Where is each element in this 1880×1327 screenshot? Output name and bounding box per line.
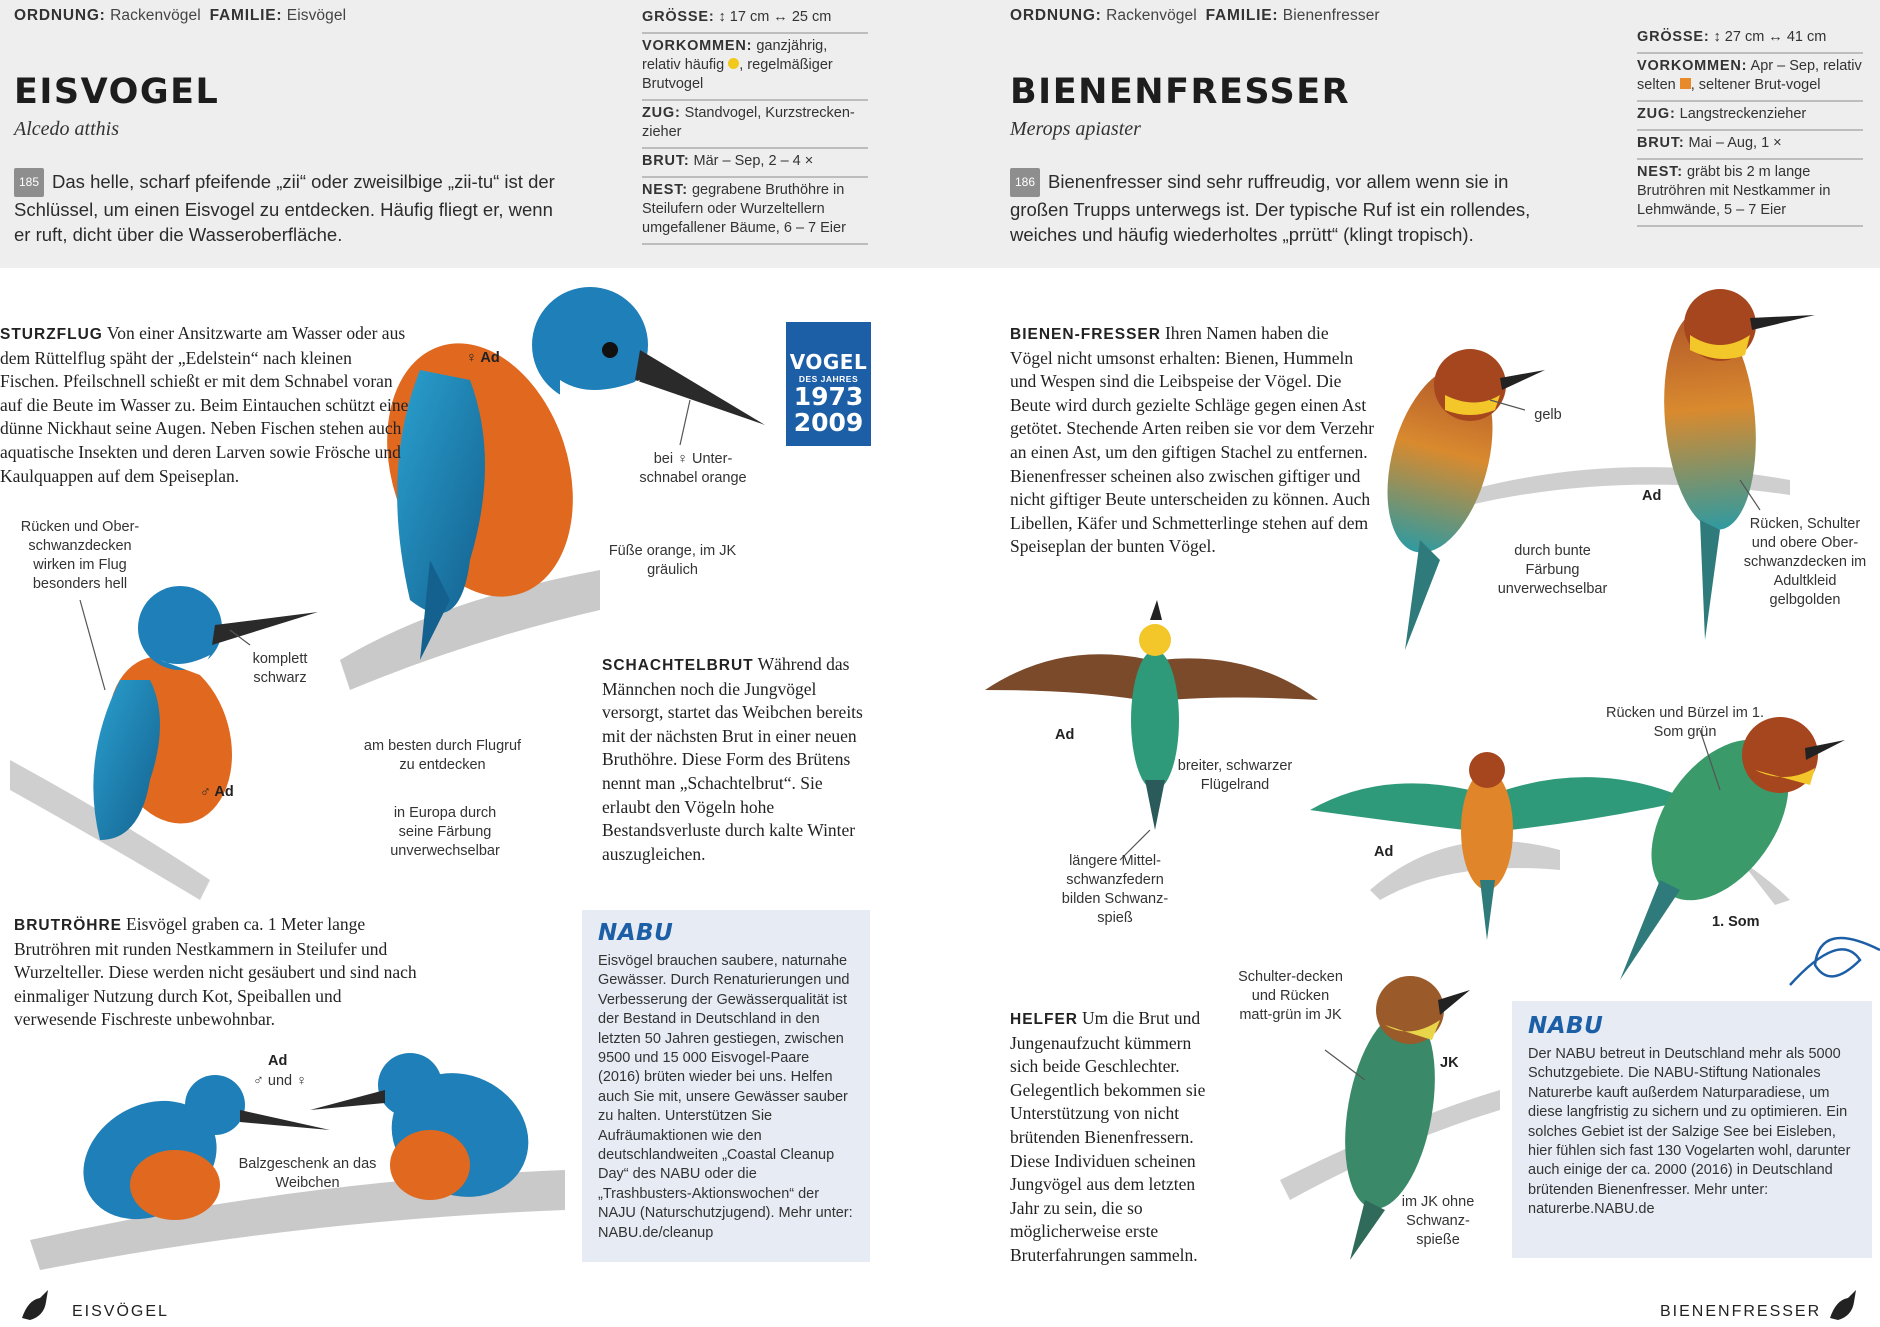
nabu-info-box-right [1512, 1001, 1872, 1258]
arrow-icon [1790, 938, 1880, 985]
latin-name: Merops apiaster [1010, 118, 1141, 140]
bee-eater-spread-illustration [1310, 752, 1690, 940]
helfer-heading: HELFER [1010, 1011, 1078, 1028]
schachtelbrut-heading: SCHACHTELBRUT [602, 657, 754, 674]
footer-right: BIENENFRESSER [1660, 1303, 1822, 1320]
species-title: BIENENFRESSER [1010, 72, 1351, 112]
label-beak: bei ♀ Unter-schnabel orange [639, 451, 747, 486]
label-jk-tail: im JK ohne Schwanz-spieße [1401, 1194, 1475, 1248]
nabu-logo: NABU [598, 920, 674, 946]
bird-of-the-year-badge [786, 322, 871, 446]
fact-migration: ZUG: Langstreckenzieher [1637, 102, 1863, 131]
sturzflug-text: Von einer Ansitzwarte am Wasser oder aus dem Rüttelflug späht der „Edelstein“ nach kleinen Fischen. Pfeilschnell schießt er mit dem Schnabel voran auf die Beute im Wasser zu. Beim Eintauchen schützt eine dünne Nickhaut seine Augen. Neben Fischen stehen auch aquatische Insekten und deren Larven sowie Frösche und Kaulquappen auf dem Speiseplan. [0, 323, 409, 486]
fact-occurrence: VORKOMMEN: ganzjährig, relativ häufig , regelmäßiger Brutvogel [642, 34, 868, 101]
call-description [14, 168, 559, 247]
species-title: EISVOGEL [14, 72, 220, 112]
label-jk: JK [1440, 1055, 1459, 1071]
label-ad-spread: Ad [1374, 844, 1394, 860]
family-label: FAMILIE: [1205, 7, 1279, 24]
audio-track-number[interactable]: 186 [1010, 168, 1040, 197]
sturzflug-section [0, 322, 410, 488]
label-pair-sex: ♂ und ♀ [253, 1073, 307, 1089]
audio-track-number[interactable]: 185 [14, 168, 44, 197]
bienen-text: Ihren Namen haben die Vögel nicht umsonst erhalten: Bienen, Hummeln und Wespen sind die Leibspeise der Vögel. Die Beute wird durch gezielte Schläge gegen einen Ast getötet. Stechende Arten reiben sie vor dem Verzehr an einen Ast, um den giftigen Stachel zu entfernen. Bienenfresser scheinen also zwischen giftiger und nicht giftiger Beute unterscheiden zu können. Auch Libellen, Käfer und Schmetterlinge stehen auf dem Speiseplan der bunten Vögel. [1010, 323, 1375, 557]
footer-right-bird-icon [1830, 1290, 1856, 1320]
order-label: ORDNUNG: [14, 7, 106, 24]
fact-size: GRÖSSE: ↕ 27 cm ↔ 41 cm [1637, 25, 1863, 54]
nabu-info-box-left [582, 910, 870, 1262]
label-female-ad: ♀ Ad [466, 350, 500, 366]
fact-nest: NEST: gegrabene Bruthöhre in Steilufern oder Wurzeltellern umgefallener Bäume, 6 – 7 Eier [642, 178, 868, 245]
yellow-dot-icon [728, 58, 739, 69]
footer-left-bird-icon [22, 1290, 48, 1320]
label-pair-ad: Ad [268, 1053, 288, 1069]
right-facts-box [1637, 25, 1863, 227]
fact-size: GRÖSSE: ↕ 17 cm ↔ 25 cm [642, 5, 868, 34]
fact-occurrence: VORKOMMEN: Apr – Sep, relativ selten , seltener Brut-vogel [1637, 54, 1863, 102]
label-ad-perched: Ad [1642, 488, 1662, 504]
fact-breeding: BRUT: Mär – Sep, 2 – 4 × [642, 149, 868, 178]
bruthoehre-section [14, 913, 419, 1032]
schachtelbrut-text: Während das Männchen noch die Jungvögel versorgt, startet das Weibchen bereits mit der nächsten Brut in einer neuen Bruthöhre. Diese Form des Brütens nennt man „Schachtelbrut“. Sie erlaubt den Vögeln hohe Bestandsverluste durch kalte Winter auszugleichen. [602, 654, 863, 864]
bruthoehre-text: Eisvögel graben ca. 1 Meter lange Brutröhren mit runden Nestkammern in Steilufer und Wurzelteller. Diese werden nicht gesäubert und sind nach einmaliger Nutzung durch Kot, Speiballen und verwesende Fischreste unbewohnbar. [14, 914, 417, 1030]
label-complete-black: komplett schwarz [252, 651, 308, 686]
bruthoehre-heading: BRUTRÖHRE [14, 917, 123, 934]
label-flight-call: am besten durch Flugruf zu entdecken [363, 738, 522, 773]
left-facts-box [642, 5, 868, 245]
bienen-heading: BIENEN-FRESSER [1010, 326, 1161, 343]
badge-year2: 2009 [793, 408, 864, 437]
family-value: Bienenfresser [1282, 7, 1380, 24]
label-juvenile-shoulder: Schulter-decken und Rücken matt-grün im JK [1238, 969, 1343, 1023]
label-feet: Füße orange, im JK gräulich [608, 543, 737, 578]
badge-year1: 1973 [793, 382, 864, 411]
label-wing-edge: breiter, schwarzer Flügelrand [1177, 758, 1293, 793]
badge-line2: DES JAHRES [798, 374, 859, 384]
nabu-text: Eisvögel brauchen saubere, naturnahe Gewässer. Durch Renaturierungen und Verbesserung der Gewässerqualität ist der Bestand in Deutschland in den letzten 50 Jahren gestiegen, zwischen 9500 und 15 000 Eisvogel-Paare (2016) brüten wieder bei uns. Helfen auch Sie mit, unsere Gewässer sauber zu halten. Unterstützen Sie Aufräumaktionen wie den deutschlandweiten „Coastal Cleanup Day“ des NABU oder die „Trashbusters-Aktionswochen“ der NAJU (Naturschutzjugend). Mehr unter: NABU.de/cleanup [598, 953, 853, 1241]
label-yellow: gelb [1534, 407, 1562, 423]
bee-eater-first-summer-illustration [1620, 715, 1845, 980]
orange-square-icon [1680, 78, 1691, 89]
family-value: Eisvögel [286, 7, 347, 24]
label-back-green: Rücken und Bürzel im 1. Som grün [1606, 705, 1764, 740]
label-shoulder: Rücken, Schulter und obere Ober-schwanzdecken im Adultkleid gelbgolden [1743, 516, 1867, 608]
fact-nest: NEST: gräbt bis 2 m lange Brutröhren mit Nestkammer in Lehmwände, 5 – 7 Eier [1637, 160, 1863, 227]
latin-name: Alcedo atthis [14, 118, 119, 140]
helfer-section [1010, 1007, 1220, 1268]
label-male-ad: ♂ Ad [200, 784, 234, 800]
order-value: Rackenvögel [110, 7, 201, 24]
label-tail: längere Mittel-schwanzfedern bilden Schwanz-spieß [1061, 853, 1169, 926]
label-courtship: Balzgeschenk an das Weibchen [238, 1156, 377, 1191]
label-ad-flight: Ad [1055, 727, 1075, 743]
call-description [1010, 168, 1555, 247]
order-value: Rackenvögel [1106, 7, 1197, 24]
bee-eater-flight-illustration [985, 600, 1318, 830]
kingfisher-male-illustration [10, 586, 318, 900]
schachtelbrut-section [602, 653, 870, 866]
helfer-text: Um die Brut und Jungenaufzucht kümmern sich beide Geschlechter. Gelegentlich bekommen sie Unterstützung von nicht brütenden Bienenfressern. Diese Individuen scheinen Jungvögel aus dem letzten Jahr zu sein, die so möglicherweise erste Bruterfahrungen sammeln. [1010, 1008, 1206, 1265]
nabu-text: Der NABU betreut in Deutschland mehr als 5000 Schutzgebiete. Die NABU-Stiftung Nationales Naturerbe kauft außerdem Naturparadiese, um diese langfristig zu sichern und zu optimieren. Ein solches Gebiet ist der Salzige See bei Eisleben, hier fühlen sich fast 130 Vogelarten wohl, darunter auch einige der ca. 2000 (2016) in Deutschland brütenden Bienenfresser. Mehr unter: naturerbe.NABU.de [1528, 1046, 1851, 1218]
call-text: Bienenfresser sind sehr ruffreudig, vor allem wenn sie in großen Trupps unterwegs ist. Der typische Ruf ist ein rollendes, weiches und häufig wiederholtes „prrütt“ (klingt tropisch). [1010, 171, 1531, 245]
label-first-summer: 1. Som [1712, 914, 1760, 930]
call-text: Das helle, scharf pfeifende „zii“ oder zweisilbige „zii-tu“ ist der Schlüssel, um einen Eisvogel zu entdecken. Häufig fliegt er, wenn er ruft, dicht über die Wasseroberfläche. [14, 171, 555, 245]
footer-left: EISVÖGEL [72, 1303, 169, 1320]
family-label: FAMILIE: [209, 7, 283, 24]
label-back: Rücken und Ober-schwanzdecken wirken im Flug besonders hell [20, 519, 140, 592]
nabu-logo: NABU [1528, 1013, 1604, 1039]
bienenfresser-section [1010, 322, 1375, 559]
label-colorful: durch bunte Färbung unverwechselbar [1497, 543, 1608, 597]
badge-line1: VOGEL [789, 350, 868, 374]
order-label: ORDNUNG: [1010, 7, 1102, 24]
label-europe: in Europa durch seine Färbung unverwechselbar [390, 805, 500, 859]
fact-migration: ZUG: Standvogel, Kurzstrecken-zieher [642, 101, 868, 149]
fact-breeding: BRUT: Mai – Aug, 1 × [1637, 131, 1863, 160]
left-taxonomy [14, 7, 346, 25]
right-taxonomy [1010, 7, 1380, 25]
sturzflug-heading: STURZFLUG [0, 326, 103, 343]
